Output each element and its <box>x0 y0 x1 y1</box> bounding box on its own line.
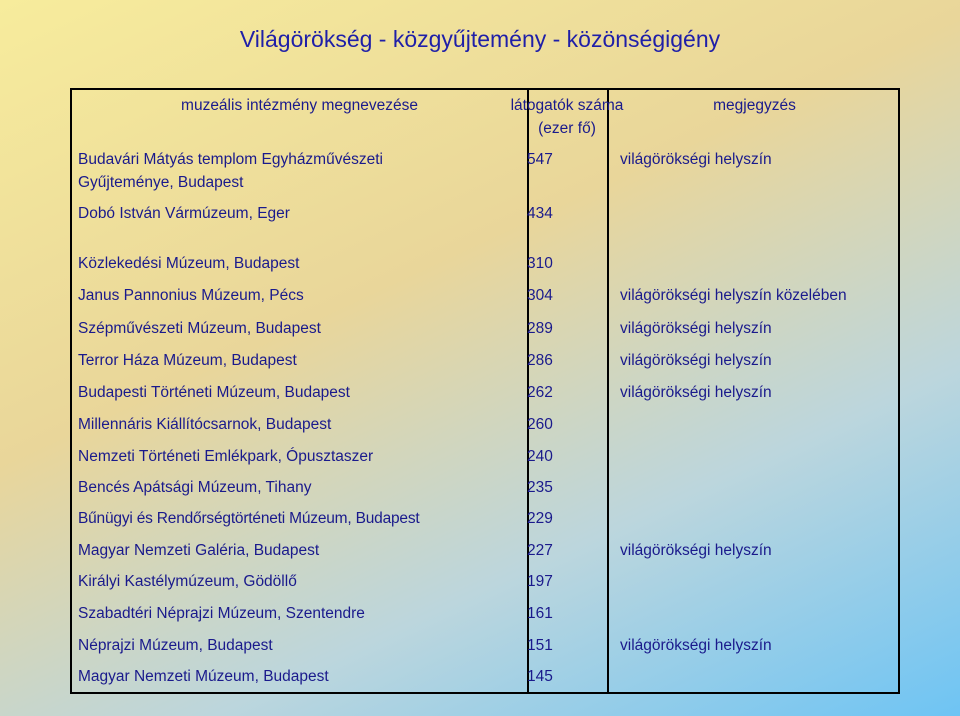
row-name: Szabadtéri Néprajzi Múzeum, Szentendre <box>78 605 365 622</box>
row-visitors: 151 <box>527 637 553 654</box>
row-name: Budapesti Történeti Múzeum, Budapest <box>78 384 350 401</box>
row-name: Janus Pannonius Múzeum, Pécs <box>78 287 304 304</box>
row-name-line2: Gyűjteménye, Budapest <box>78 174 244 191</box>
row-note: világörökségi helyszín <box>620 352 772 369</box>
row-visitors: 289 <box>527 320 553 337</box>
row-note: világörökségi helyszín <box>620 542 772 559</box>
row-visitors: 262 <box>527 384 553 401</box>
row-name: Közlekedési Múzeum, Budapest <box>78 255 300 272</box>
row-visitors: 161 <box>527 605 553 622</box>
row-visitors: 235 <box>527 479 553 496</box>
row-note: világörökségi helyszín <box>620 637 772 654</box>
row-name: Nemzeti Történeti Emlékpark, Ópusztaszer <box>78 448 374 465</box>
row-name: Terror Háza Múzeum, Budapest <box>78 352 297 369</box>
row-name: Magyar Nemzeti Múzeum, Budapest <box>78 668 329 685</box>
row-visitors: 229 <box>527 510 553 527</box>
row-note: világörökségi helyszín <box>620 384 772 401</box>
row-note: világörökségi helyszín közelében <box>620 287 847 304</box>
row-name: Dobó István Vármúzeum, Eger <box>78 205 290 222</box>
header-note: megjegyzés <box>713 97 796 114</box>
row-visitors: 260 <box>527 416 553 433</box>
header-visitors-line1: látogatók száma <box>510 97 624 114</box>
row-name: Néprajzi Múzeum, Budapest <box>78 637 273 654</box>
page-title: Világörökség - közgyűjtemény - közönségigény <box>239 26 721 52</box>
row-note: világörökségi helyszín <box>620 151 772 168</box>
row-visitors: 434 <box>527 205 553 222</box>
row-visitors: 547 <box>527 151 553 168</box>
header-visitors-line2: (ezer fő) <box>538 120 596 137</box>
row-visitors: 240 <box>527 448 553 465</box>
row-note: világörökségi helyszín <box>620 320 772 337</box>
museum-table <box>70 88 900 694</box>
row-name: Bencés Apátsági Múzeum, Tihany <box>78 479 312 496</box>
row-visitors: 286 <box>527 352 553 369</box>
header-name: muzeális intézmény megnevezése <box>181 97 418 114</box>
row-visitors: 310 <box>527 255 553 272</box>
row-name: Királyi Kastélymúzeum, Gödöllő <box>78 573 297 590</box>
row-name: Millennáris Kiállítócsarnok, Budapest <box>78 416 332 433</box>
row-name: Budavári Mátyás templom Egyházművészeti <box>78 151 383 168</box>
row-visitors: 304 <box>527 287 553 304</box>
column-divider <box>607 90 609 692</box>
row-name: Magyar Nemzeti Galéria, Budapest <box>78 542 320 559</box>
row-visitors: 227 <box>527 542 553 559</box>
row-name: Bűnügyi és Rendőrségtörténeti Múzeum, Budapest <box>78 510 420 527</box>
row-visitors: 145 <box>527 668 553 685</box>
row-visitors: 197 <box>527 573 553 590</box>
row-name: Szépművészeti Múzeum, Budapest <box>78 320 321 337</box>
